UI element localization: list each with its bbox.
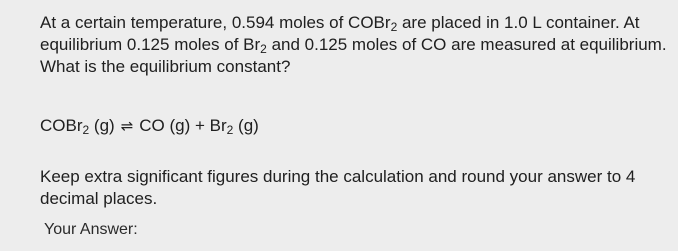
equation-product-subscript: 2 [226, 123, 234, 137]
equilibrium-arrow-icon: ⇌ [120, 118, 134, 135]
question-line-2-text-b: and 0.125 moles of CO are measured at equilibrium. [266, 35, 667, 54]
equation-reactant: COBr [40, 116, 83, 135]
question-line-3: What is the equilibrium constant? [40, 57, 291, 76]
instruction-line-1: Keep extra significant figures during the calculation and round your answer to 4 [40, 167, 636, 186]
question-line-2-text-a: equilibrium 0.125 moles of Br [40, 35, 261, 54]
question-text [40, 12, 670, 78]
equation-reactant-state: (g) [89, 116, 115, 135]
br2-subscript: 2 [260, 42, 267, 56]
question-line-1 [40, 12, 670, 34]
equation-reactant-subscript: 2 [82, 123, 90, 137]
question-line-1-text-a: At a certain temperature, 0.594 moles of COBr [40, 13, 391, 32]
answer-label: Your Answer: [44, 221, 138, 238]
equation-product-state: (g) [233, 116, 259, 135]
question-line-1-text-b: are placed in 1.0 L container. At [397, 13, 640, 32]
instruction-line-2: decimal places. [40, 189, 158, 208]
instruction-text [40, 166, 670, 210]
cobr2-subscript: 2 [390, 20, 398, 34]
question-line-2 [40, 34, 670, 56]
equation-products: CO (g) + Br [139, 116, 227, 135]
chemical-equation [40, 115, 259, 138]
